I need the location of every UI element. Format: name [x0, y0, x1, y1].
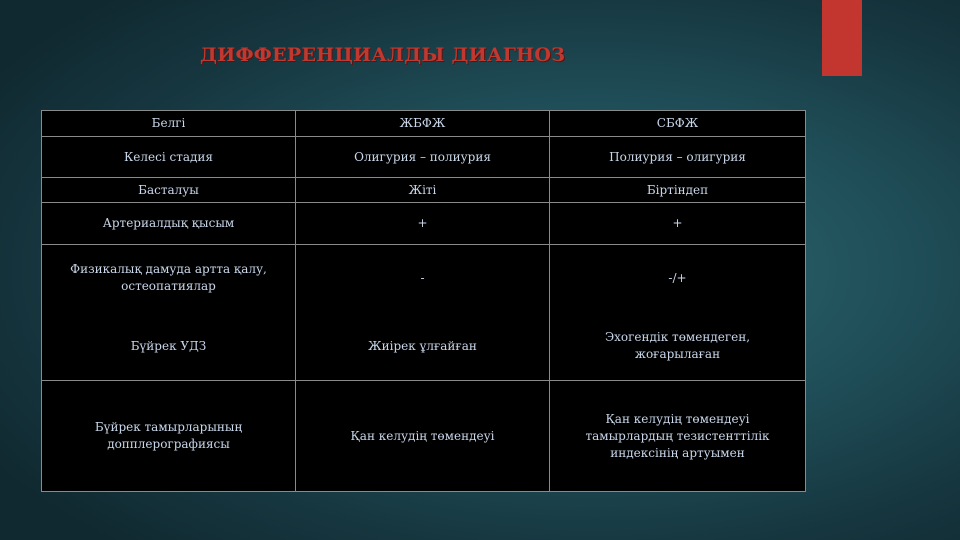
table-row [42, 245, 806, 312]
table-cell: Қан келудің төмендеуі [296, 381, 550, 492]
differential-diagnosis-table [41, 110, 806, 492]
table-cell: Жиірек ұлғайған [296, 312, 550, 381]
table-cell: Басталуы [42, 178, 296, 203]
table-cell: Эхогендік төмендеген, жоғарылаған [550, 312, 806, 381]
table-header-row [42, 111, 806, 137]
table-cell: Олигурия – полиурия [296, 137, 550, 178]
accent-bar [822, 0, 862, 76]
table-cell: Келесі стадия [42, 137, 296, 178]
table-cell: + [550, 203, 806, 245]
table-cell: + [296, 203, 550, 245]
table-row [42, 178, 806, 203]
table-cell: - [296, 245, 550, 312]
table-cell: Полиурия – олигурия [550, 137, 806, 178]
table-cell: Қан келудің төмендеуі тамырлардың тезистенттілік индексінің артуымен [550, 381, 806, 492]
table-cell: Біртіндеп [550, 178, 806, 203]
table-cell: Бүйрек УДЗ [42, 312, 296, 381]
table-cell: Бүйрек тамырларының допплерографиясы [42, 381, 296, 492]
table-row [42, 203, 806, 245]
table-cell: -/+ [550, 245, 806, 312]
table-cell: Артериалдық қысым [42, 203, 296, 245]
header-cell-sbfj: СБФЖ [550, 111, 806, 137]
table-row [42, 381, 806, 492]
header-cell-sign: Белгі [42, 111, 296, 137]
table-cell: Физикалық дамуда артта қалу, остеопатиялар [42, 245, 296, 312]
header-cell-jbfj: ЖБФЖ [296, 111, 550, 137]
table-row [42, 137, 806, 178]
slide-title: ДИФФЕРЕНЦИАЛДЫ ДИАГНОЗ [200, 44, 566, 66]
table-cell: Жіті [296, 178, 550, 203]
table-row [42, 312, 806, 381]
